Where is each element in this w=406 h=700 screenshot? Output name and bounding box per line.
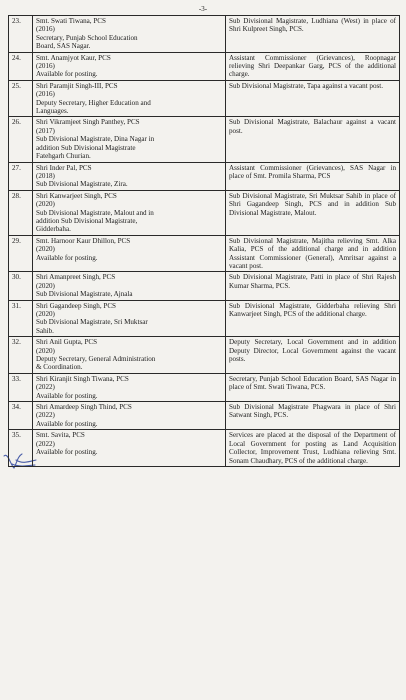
serial-number: 30.: [9, 272, 33, 300]
serial-number: 32.: [9, 337, 33, 374]
officer-details: [33, 373, 226, 401]
officer-batch: (2020): [36, 245, 55, 254]
officer-details: [33, 80, 226, 117]
serial-number: 25.: [9, 80, 33, 117]
new-posting: Sub Divisional Magistrate, Gidderbaha relieving Shri Kanwarjeet Singh, PCS of the additional charge.: [226, 300, 400, 337]
serial-number: 31.: [9, 300, 33, 337]
new-posting: Sub Divisional Magistrate, Majitha relieving Smt. Alka Kalia, PCS of the additional charge and in addition Assistant Commissioner (General), Amritsar against a vacant post.: [226, 235, 400, 272]
officer-name: Shri Gagandeep Singh, PCS: [36, 301, 117, 310]
serial-number: 28.: [9, 190, 33, 235]
new-posting: Assistant Commissioner (Grievances), SAS Nagar in place of Smt. Promila Sharma, PCS: [226, 162, 400, 190]
officer-current-post: addition Sub Divisional Magistrate: [36, 143, 136, 152]
serial-number: 29.: [9, 235, 33, 272]
officer-details: [33, 190, 226, 235]
officer-current-post: Sub Divisional Magistrate, Sri Muktsar: [36, 318, 148, 327]
officer-name: Smt. Savita, PCS: [36, 431, 85, 440]
officer-details: [33, 16, 226, 53]
serial-number: 24.: [9, 52, 33, 80]
officer-current-post: Available for posting.: [36, 391, 98, 400]
officer-name: Shri Kiranjit Singh Tiwana, PCS: [36, 374, 129, 383]
officer-name: Shri Amardeep Singh Thind, PCS: [36, 403, 132, 412]
officer-batch: (2022): [36, 383, 55, 392]
posting-orders-table: [8, 15, 400, 467]
officer-batch: (2022): [36, 439, 55, 448]
officer-batch: (2016): [36, 25, 55, 34]
officer-batch: (2022): [36, 411, 55, 420]
table-row: [9, 162, 400, 190]
serial-number: 33.: [9, 373, 33, 401]
officer-batch: (2020): [36, 310, 55, 318]
officer-details: [33, 300, 226, 337]
new-posting: Sub Divisional Magistrate, Ludhiana (West) in place of Shri Kulpreet Singh, PCS.: [226, 16, 400, 53]
table-row: [9, 16, 400, 53]
new-posting: Services are placed at the disposal of the Department of Local Government for posting as Land Acquisition Collector, Improvement Trust, Ludhiana relieving Smt. Sonam Chaudhary, PCS of the additional charge.: [226, 430, 400, 467]
officer-batch: (2017): [36, 126, 55, 135]
officer-name: Shri Inder Pal, PCS: [36, 163, 92, 172]
serial-number: 27.: [9, 162, 33, 190]
officer-current-post: Fatehgarh Churian.: [36, 152, 91, 161]
new-posting: Sub Divisional Magistrate, Balachaur against a vacant post.: [226, 117, 400, 162]
officer-name: Shri Vikramjeet Singh Panthey, PCS: [36, 118, 140, 127]
officer-name: Smt. Harnoor Kaur Dhillon, PCS: [36, 236, 131, 245]
officer-details: [33, 162, 226, 190]
officer-current-post: Languages.: [36, 107, 69, 116]
officer-batch: (2020): [36, 281, 55, 290]
officer-name: Smt. Swati Tiwana, PCS: [36, 17, 106, 25]
serial-number: 23.: [9, 16, 33, 53]
officer-name: Shri Paramjit Singh-III, PCS: [36, 81, 118, 90]
page-number: -3-: [198, 5, 208, 13]
officer-details: [33, 117, 226, 162]
table-row: [9, 272, 400, 300]
new-posting: Sub Divisional Magistrate, Tapa against a vacant post.: [226, 80, 400, 117]
officer-current-post: & Coordination.: [36, 363, 83, 372]
officer-name: Shri Amanpreet Singh, PCS: [36, 273, 116, 282]
officer-current-post: Sub Divisional Magistrate, Ajnala: [36, 290, 133, 299]
table-row: [9, 337, 400, 374]
table-row: [9, 402, 400, 430]
officer-current-post: Sub Divisional Magistrate, Malout and in: [36, 208, 154, 217]
table-row: [9, 52, 400, 80]
officer-current-post: Sahib.: [36, 326, 54, 335]
officer-details: [33, 52, 226, 80]
officer-current-post: Available for posting.: [36, 419, 98, 428]
officer-details: [33, 430, 226, 467]
officer-current-post: Available for posting.: [36, 253, 98, 262]
table-row: [9, 300, 400, 337]
serial-number: 34.: [9, 402, 33, 430]
officer-current-post: Board, SAS Nagar.: [36, 42, 91, 51]
officer-details: [33, 272, 226, 300]
table-row: [9, 235, 400, 272]
officer-details: [33, 402, 226, 430]
serial-number: 26.: [9, 117, 33, 162]
officer-details: [33, 235, 226, 272]
new-posting: Secretary, Punjab School Education Board, SAS Nagar in place of Smt. Swati Tiwana, PCS.: [226, 373, 400, 401]
officer-current-post: Sub Divisional Magistrate, Zira.: [36, 180, 128, 189]
officer-name: Shri Anil Gupta, PCS: [36, 338, 98, 347]
officer-batch: (2016): [36, 90, 55, 99]
table-row: [9, 430, 400, 467]
new-posting: Sub Divisional Magistrate Phagwara in place of Shri Satwant Singh, PCS.: [226, 402, 400, 430]
officer-current-post: Sub Divisional Magistrate, Dina Nagar in: [36, 135, 155, 144]
officer-current-post: Gidderbaha.: [36, 225, 71, 234]
new-posting: Sub Divisional Magistrate, Patti in place of Shri Rajesh Kumar Sharma, PCS.: [226, 272, 400, 300]
new-posting: Deputy Secretary, Local Government and in addition Deputy Director, Local Government against the vacant posts.: [226, 337, 400, 374]
officer-batch: (2018): [36, 171, 55, 180]
officer-current-post: Deputy Secretary, General Administration: [36, 355, 156, 364]
table-row: [9, 80, 400, 117]
officer-batch: (2020): [36, 346, 55, 355]
officer-current-post: Secretary, Punjab School Education: [36, 33, 138, 42]
officer-name: Smt. Anamjyot Kaur, PCS: [36, 53, 111, 62]
new-posting: Sub Divisional Magistrate, Sri Muktsar Sahib in place of Shri Gagandeep Singh, PCS and in addition Sub Divisional Magistrate, Malout.: [226, 190, 400, 235]
serial-number: 35.: [9, 430, 33, 467]
table-row: [9, 373, 400, 401]
officer-current-post: addition Sub Divisional Magistrate,: [36, 216, 138, 225]
officer-details: [33, 337, 226, 374]
officer-batch: (2016): [36, 62, 55, 71]
table-row: [9, 117, 400, 162]
officer-current-post: Available for posting.: [36, 448, 98, 457]
new-posting: Assistant Commissioner (Grievances), Roopnagar relieving Shri Deepankar Garg, PCS of the additional charge.: [226, 52, 400, 80]
table-row: [9, 190, 400, 235]
officer-current-post: Available for posting.: [36, 70, 98, 79]
officer-current-post: Deputy Secretary, Higher Education and: [36, 98, 151, 107]
officer-name: Shri Kanwarjeet Singh, PCS: [36, 191, 117, 200]
officer-batch: (2020): [36, 200, 55, 209]
